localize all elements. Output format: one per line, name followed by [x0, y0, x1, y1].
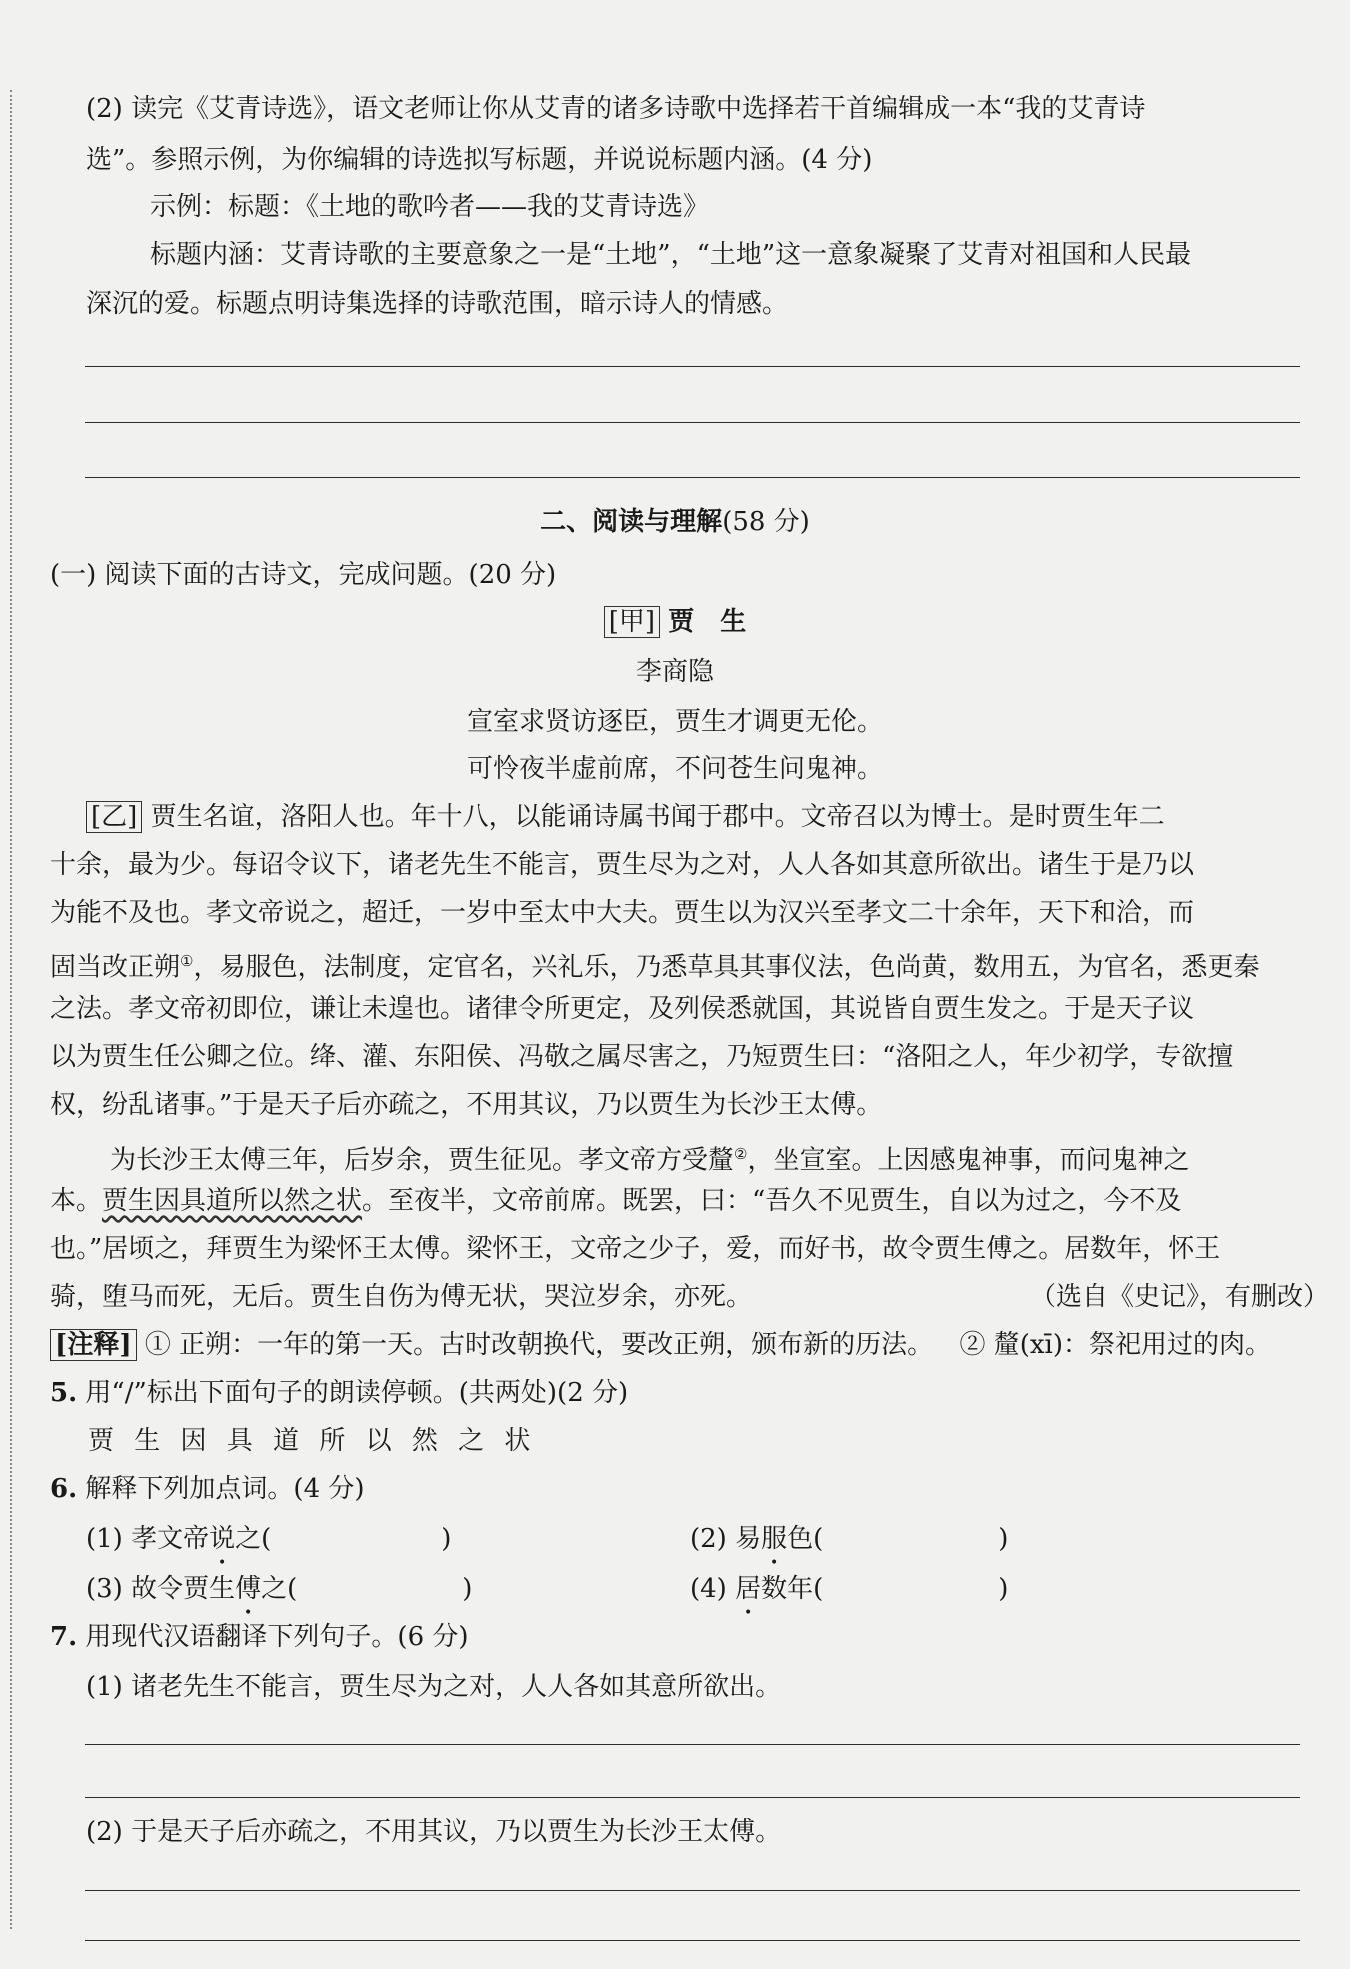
prose-line: 之法。孝文帝初即位，谦让未遑也。诸律令所更定，及列侯悉就国，其说皆自贾生发之。于是天子议 [50, 994, 1195, 1024]
dotted-word: 傅 [235, 1574, 262, 1604]
poem-line2: 可怜夜半虚前席，不问苍生问鬼神。 [466, 754, 883, 784]
poem-line1: 宣室求贤访逐臣，贾生才调更无伦。 [466, 707, 883, 737]
footnote-ref-1: ① [180, 952, 194, 970]
prose-line: 权，纷乱诸事。”于是天子后亦疏之，不用其议，乃以贾生为长沙王太傅。 [50, 1090, 883, 1120]
poem-label: [甲] [604, 606, 660, 638]
q6-item-2: (2) 易服色( ) [690, 1524, 1009, 1554]
q2-line1: (2) 读完《艾青诗选》，语文老师让你从艾青的诸多诗歌中选择若干首编辑成一本“我的艾青诗 [86, 94, 1146, 124]
q2-example: 示例：标题：《土地的歌吟者——我的艾青诗选》 [150, 192, 710, 222]
prose-source: （选自《史记》，有删改） [1030, 1282, 1330, 1312]
prose-line: 固当改正朔①，易服色，法制度，定官名，兴礼乐，乃悉草具其事仪法，色尚黄，数用五，为官名，悉更秦 [50, 952, 1260, 983]
q5-number: 5. [50, 1378, 78, 1408]
q2-line2: 选”。参照示例，为你编辑的诗选拟写标题，并说说标题内涵。(4 分) [86, 145, 873, 175]
q7-prompt: 7. 用现代汉语翻译下列句子。(6 分) [50, 1622, 469, 1652]
prose-line: 骑，堕马而死，无后。贾生自伤为傅无状，哭泣岁余，亦死。 [50, 1282, 753, 1312]
prose-line: 本。贾生因具道所以然之状。至夜半，文帝前席。既罢，曰：“吾久不见贾生，自以为过之，今不及 [50, 1186, 1182, 1216]
answer-line[interactable] [85, 1744, 1300, 1745]
poem-heading [0, 605, 1350, 639]
binding-dotted-line [10, 90, 12, 1929]
section-heading [0, 505, 1350, 539]
answer-line[interactable] [85, 1890, 1300, 1891]
note-1: ① 正朔：一年的第一天。古时改朝换代，要改正朔，颁布新的历法。 [144, 1330, 934, 1360]
prose-line: 为长沙王太傅三年，后岁余，贾生征见。孝文帝方受釐②，坐宣室。上因感鬼神事，而问鬼神之 [110, 1145, 1190, 1176]
footnote-ref-2: ② [734, 1145, 748, 1163]
q5-prompt: 5. 用“/”标出下面句子的朗读停顿。(共两处)(2 分) [50, 1378, 629, 1408]
q2-meaning-line1: 标题内涵：艾青诗歌的主要意象之一是“土地”，“土地”这一意象凝聚了艾青对祖国和人民最 [150, 240, 1192, 270]
q6-number: 6. [50, 1474, 78, 1504]
answer-line[interactable] [85, 366, 1300, 367]
notes-label: [注释] [50, 1329, 137, 1361]
prose-line: 以为贾生任公卿之位。绛、灌、东阳侯、冯敬之属尽害之，乃短贾生曰：“洛阳之人，年少初学，专欲擅 [50, 1042, 1234, 1072]
q5-sentence[interactable]: 贾 生 因 具 道 所 以 然 之 状 [88, 1426, 537, 1456]
section-title: 二、阅读与理解 [540, 507, 723, 537]
q6-item-4: (4) 居数年( ) [690, 1574, 1009, 1604]
answer-line[interactable] [85, 1940, 1300, 1941]
prose-line: 为能不及也。孝文帝说之，超迁，一岁中至太中大夫。贾生以为汉兴至孝文二十余年，天下和洽，而 [50, 898, 1195, 928]
q7-number: 7. [50, 1622, 78, 1652]
q2-meaning-line2: 深沉的爱。标题点明诗集选择的诗歌范围，暗示诗人的情感。 [86, 289, 789, 319]
part1-instruction: (一) 阅读下面的古诗文，完成问题。(20 分) [50, 560, 557, 590]
answer-line[interactable] [85, 477, 1300, 478]
q6-prompt: 6. 解释下列加点词。(4 分) [50, 1474, 365, 1504]
dotted-word: 服 [761, 1524, 788, 1554]
notes-line [50, 1328, 1271, 1362]
prose-line: [乙] 贾生名谊，洛阳人也。年十八，以能诵诗属书闻于郡中。文帝召以为博士。是时贾生年二 [86, 800, 1165, 834]
wavy-underlined-sentence: 贾生因具道所以然之状 [102, 1186, 363, 1216]
q7-sentence-1: (1) 诸老先生不能言，贾生尽为之对，人人各如其意所欲出。 [86, 1672, 782, 1702]
section-score: (58 分) [722, 507, 810, 537]
poem-title: 贾 生 [668, 607, 747, 637]
answer-line[interactable] [85, 422, 1300, 423]
prose-label: [乙] [86, 801, 142, 833]
q6-item-1: (1) 孝文帝说之( ) [86, 1524, 452, 1554]
note-2: ② 釐(xī)：祭祀用过的肉。 [959, 1330, 1271, 1360]
dotted-word: 说 [209, 1524, 236, 1554]
prose-line: 也。”居顷之，拜贾生为梁怀王太傅。梁怀王，文帝之少子，爱，而好书，故令贾生傅之。居数年，怀王 [50, 1234, 1221, 1264]
prose-line: 十余，最为少。每诏令议下，诸老先生不能言，贾生尽为之对，人人各如其意所欲出。诸生于是乃以 [50, 850, 1195, 880]
dotted-word: 居 [735, 1574, 762, 1604]
answer-line[interactable] [85, 1797, 1300, 1798]
q6-item-3: (3) 故令贾生傅之( ) [86, 1574, 473, 1604]
poem-author: 李商隐 [635, 657, 714, 687]
q7-sentence-2: (2) 于是天子后亦疏之，不用其议，乃以贾生为长沙王太傅。 [86, 1817, 782, 1847]
